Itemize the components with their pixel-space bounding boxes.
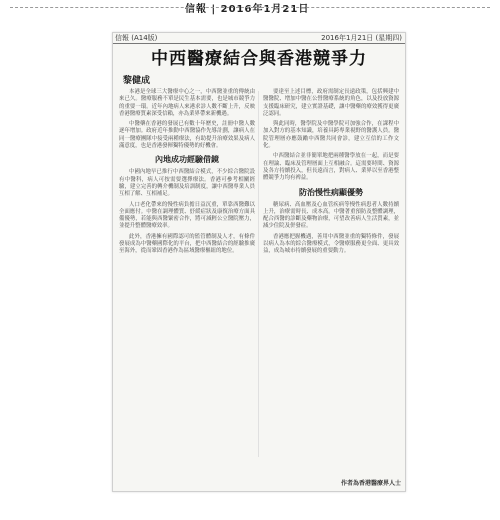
paragraph: 要達至上述目標，政府需制定長遠政策，包括興建中醫醫院、增加中醫在公營醫療系統的角色，以及投放資源支援臨床研究，建立實證基礎，讓中醫藥的療效獲得更廣泛認同。	[263, 89, 399, 117]
column-divider	[258, 91, 259, 457]
paragraph: 與此同時，醫學院及中醫學院可加強合作，在課程中加入對方的基本知識，培養具跨專業視野的醫護人員。醫院管理層亦應鼓勵中西醫共同會診，建立互信的工作文化。	[263, 121, 399, 150]
article-author: 黎健成	[123, 76, 151, 86]
paragraph: 此外，香港擁有國際認可的監管體制及人才，有條件發展成為中醫藥國際化的平台，把中西醫結合的經驗推廣至海外，從而鞏固香港作為區域醫療樞紐的地位。	[119, 233, 255, 255]
subheading: 內地成功經驗借鏡	[155, 155, 219, 165]
article-headline: 中西醫療結合與香港競爭力	[151, 49, 367, 69]
article-column-right	[263, 89, 399, 461]
paragraph: 糖尿病、高血壓及心血管疾病等慢性病患者人數持續上升，治療需時長、成本高。中醫著重預防及整體調理，配合西醫的診斷及藥物治療，可望改善病人生活質素，並減少住院及併發症。	[263, 201, 399, 230]
clipping-meta-bar	[113, 33, 405, 44]
paragraph: 人口老化帶來的慢性病負擔日益沉重，單靠西醫難以全面應付。中醫在調理體質、紓緩症狀及康復治療方面具備優勢，若能與西醫緊密合作，將可減輕公立醫院壓力，並提升整體醫療效率。	[119, 201, 255, 230]
page-header-banner: 信報 | 2016年1月21日	[185, 4, 310, 15]
dashed-divider	[10, 7, 490, 8]
newspaper-clipping	[112, 32, 406, 492]
publication-date: 2016年1月21日 (星期四)	[321, 34, 402, 42]
paper-label: 信報 (A14版)	[115, 34, 158, 42]
article-column-left	[119, 89, 255, 461]
paragraph: 中國內地早已推行中西醫結合模式，不少綜合醫院設有中醫科，病人可按需要選擇療法。香港可參考相關經驗，建立完善的轉介機制及培訓制度，讓中西醫專業人員互相了解、互相補足。	[119, 169, 255, 198]
paragraph: 香港應把握機遇，善用中西醫並重的獨特條件，發展以病人為本的綜合醫療模式，令醫療服務更全面、更具效益，成為城市持續發展的重要動力。	[263, 233, 399, 255]
paragraph: 本港是全球三大醫療中心之一，中西醫並重的傳統由來已久。醫療服務不單是民生基本需要，也是城市競爭力的重要一環。近年內地病人來港求診人數不斷上升，反映香港醫療質素深受信賴，亦為業界帶來新機遇。	[119, 89, 255, 117]
author-footnote: 作者為香港醫療界人士	[340, 480, 401, 487]
subheading: 防治慢性病顯優勢	[299, 187, 363, 197]
paragraph: 中醫藥在香港的發展已有數十年歷史，註冊中醫人數逐年增加。政府近年推動中西醫協作先導計劃，讓病人在同一醫療團隊中接受兩種療法，有助提升治療效果及病人滿意度，也是香港發揮獨特優勢的好機會。	[119, 121, 255, 150]
paragraph: 中西醫結合並非簡單地把兩種醫學放在一起，而是要在理論、臨床及管理層面上互相融合。這需要時間、資源及各方持續投入，但長遠而言，對病人、業界以至香港整體競爭力均有裨益。	[263, 153, 399, 182]
